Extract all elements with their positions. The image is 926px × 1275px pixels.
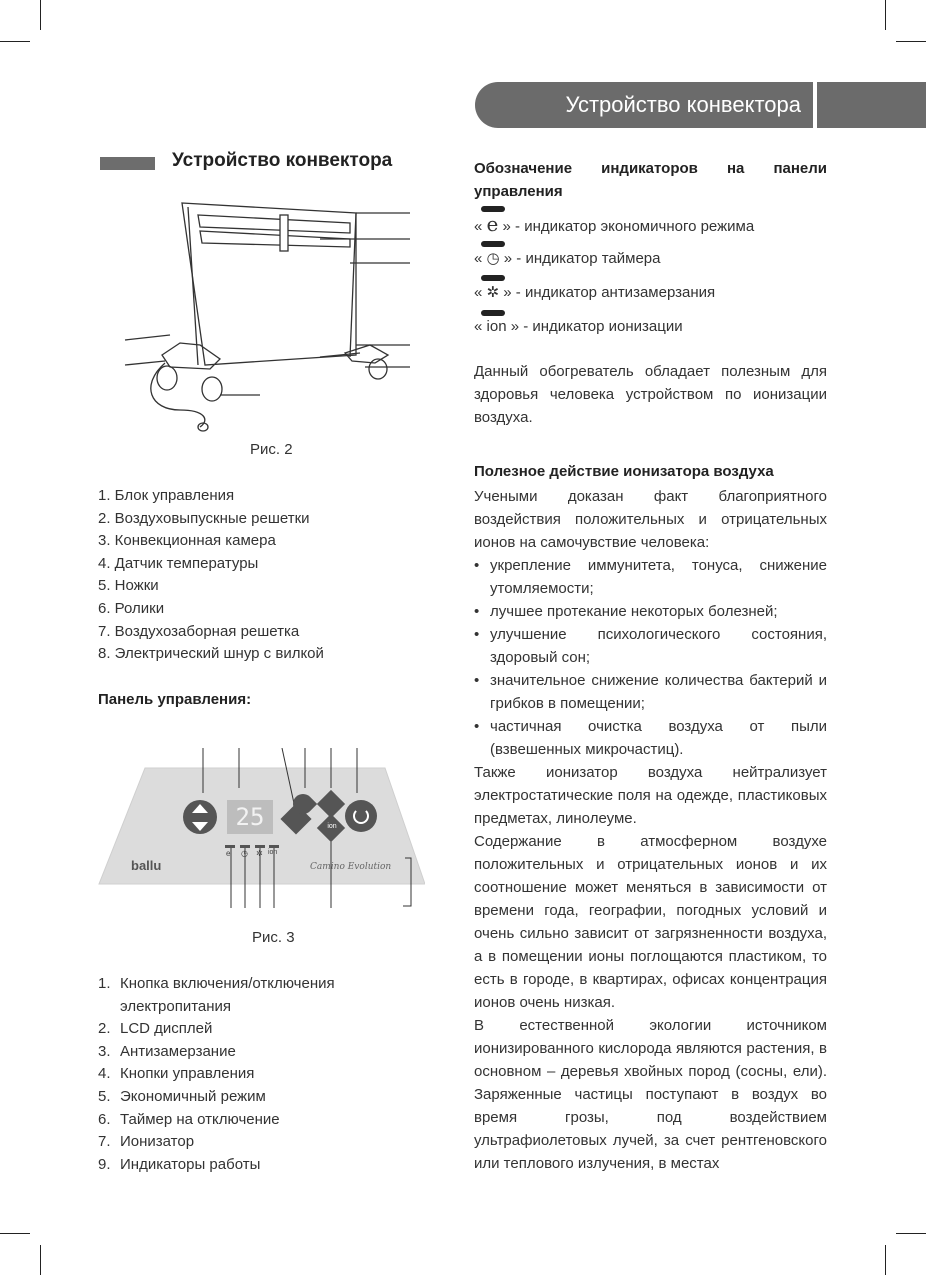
benefit-body xyxy=(474,485,827,1175)
list-item: • значительное снижение количества бактерий и грибков в помещении; xyxy=(474,669,827,715)
header-block xyxy=(817,82,926,128)
crop-mark xyxy=(40,1245,41,1275)
indicator-antifreeze: « ✲ » - индикатор антизамерзания xyxy=(474,284,716,301)
indicators-heading: Обозначение индикаторов на панели управления xyxy=(474,160,827,200)
crop-mark xyxy=(896,41,926,42)
list-item: 5. Ножки xyxy=(98,577,159,595)
list-item: 8. Электрический шнур с вилкой xyxy=(98,645,324,663)
up-arrow-icon xyxy=(192,804,208,813)
list-item: 2. Воздуховыпускные решетки xyxy=(98,509,310,527)
control-panel-illustration xyxy=(95,748,425,913)
list-item: 1. Блок управления xyxy=(98,487,235,504)
list-item: 1. Кнопка включения/отключения электропитания xyxy=(98,975,335,1015)
paragraph: Также ионизатор воздуха нейтрализует электростатические поля на одежде, пластиковых предметах, линолеуме. xyxy=(474,764,827,827)
indicator-label: e xyxy=(226,849,231,858)
list-item: 2. LCD дисплей xyxy=(98,1020,213,1038)
parts-list xyxy=(98,485,438,666)
crop-mark xyxy=(0,1233,30,1234)
figure-2-caption: Рис. 2 xyxy=(250,441,293,458)
list-item: 3. Антизамерзание xyxy=(98,1042,236,1060)
crop-mark xyxy=(885,0,886,30)
list-item: 6. Ролики xyxy=(98,599,165,617)
list-item: • улучшение психологического состояния, здоровый сон; xyxy=(474,623,827,669)
list-item: 4. Датчик температуры xyxy=(98,554,259,572)
lcd-display: 25 xyxy=(227,800,273,834)
crop-mark xyxy=(885,1245,886,1275)
benefit-list xyxy=(474,554,827,761)
indicator-timer: « ◷ » - индикатор таймера xyxy=(474,250,661,267)
list-item: 4. Кнопки управления xyxy=(98,1065,255,1083)
crop-mark xyxy=(896,1233,926,1234)
list-item: • укрепление иммунитета, тонуса, снижение утомляемости; xyxy=(474,554,827,600)
list-item: 9. Индикаторы работы xyxy=(98,1155,261,1173)
list-item: 7. Ионизатор xyxy=(98,1133,195,1151)
indicator-bar xyxy=(255,845,265,848)
ion-icon: ion xyxy=(486,318,507,335)
section-title: Устройство конвектора xyxy=(172,150,393,171)
crop-mark xyxy=(40,0,41,30)
indicator-label: ◷ xyxy=(241,849,248,858)
indicator-bar xyxy=(481,275,505,281)
ion-label: ion xyxy=(327,823,337,830)
list-item: • частичная очистка воздуха от пыли (взвешенных микрочастиц). xyxy=(474,715,827,761)
crop-mark xyxy=(0,41,30,42)
list-item: 5. Экономичный режим xyxy=(98,1087,266,1105)
power-icon xyxy=(353,808,369,824)
brand-logo: ballu xyxy=(131,858,162,873)
list-item: 7. Воздухозаборная решетка xyxy=(98,622,300,640)
timer-icon: ◷ xyxy=(486,250,500,267)
indicator-eco: « e » - индикатор экономичного режима xyxy=(474,212,755,236)
figure-3-caption: Рис. 3 xyxy=(252,929,295,946)
convector-illustration xyxy=(120,195,420,440)
eco-icon: e xyxy=(486,212,499,236)
down-arrow-icon xyxy=(192,822,208,831)
paragraph: В естественной экологии источником ионизированного кислорода являются растения, в основном – деревья хвойных пород (сосны, ели). Заряженные частицы поступают в воздух во время грозы, под воздействием ультрафиолетовых лучей, за счет рентгеновского или теплового излучения, в местах xyxy=(474,1017,827,1172)
intro-paragraph: Данный обогреватель обладает полезным для здоровья человека устройством по ионизации воздуха. xyxy=(474,363,827,426)
controls-list xyxy=(98,973,448,1176)
indicator-bar xyxy=(225,845,235,848)
section-marker xyxy=(100,157,155,170)
indicator-label: ion xyxy=(268,849,278,856)
panel-heading: Панель управления: xyxy=(98,691,252,708)
indicator-ionization: « ion » - индикатор ионизации xyxy=(474,318,683,335)
indicator-label: ✲ xyxy=(256,849,263,858)
list-item: 6. Таймер на отключение xyxy=(98,1110,280,1128)
list-item: 3. Конвекционная камера xyxy=(98,532,276,550)
header-tab: Устройство конвектора xyxy=(475,82,813,128)
model-name: Camino Evolution xyxy=(310,862,392,872)
paragraph: Содержание в атмосферном воздухе положительных и отрицательных ионов и их соотношение может меняться в зависимости от времени года, географии, погодных условий и очень сильно зависит от загрязненности воздуха, а в помещении ионы поглощаются пластиком, то есть в городе, в квартирах, офисах концентрация ионов очень низкая. xyxy=(474,833,827,1011)
list-item: • лучшее протекание некоторых болезней; xyxy=(474,600,827,623)
indicator-bar xyxy=(481,241,505,247)
benefit-heading: Полезное действие ионизатора воздуха xyxy=(474,463,774,480)
indicator-bar xyxy=(240,845,250,848)
indicator-bar xyxy=(269,845,279,848)
benefit-intro: Учеными доказан факт благоприятного воздействия положительных и отрицательных ионов на самочувствие человека: xyxy=(474,488,827,551)
snowflake-icon: ✲ xyxy=(486,284,500,301)
